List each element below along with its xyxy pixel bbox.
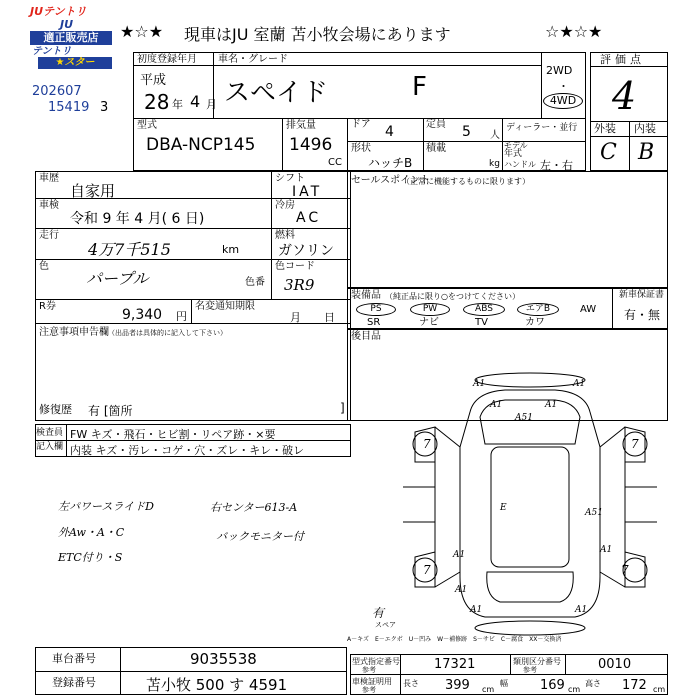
equip-ps: PS bbox=[356, 303, 396, 316]
drive-4wd: 4WD bbox=[543, 93, 583, 109]
equipment-label: 装備品 bbox=[351, 290, 381, 301]
inspector-label-1: 検査員 bbox=[36, 428, 64, 438]
banner-stars-right: ☆★☆★ bbox=[545, 22, 603, 41]
load-label: 積載 bbox=[426, 143, 446, 154]
shift-value: IAT bbox=[292, 184, 323, 200]
note-2: 外Aw・A・C bbox=[58, 526, 125, 539]
height-label: 高さ bbox=[585, 679, 601, 688]
fuel-label: 燃料 bbox=[275, 230, 295, 241]
mark-7: 7 bbox=[423, 563, 431, 577]
mark-a1: A1 bbox=[600, 545, 613, 555]
banner-stars-left: ★☆★ bbox=[120, 22, 164, 41]
mark-a1: A1 bbox=[453, 550, 466, 560]
model-label: 型式 bbox=[137, 120, 157, 131]
class-sub: 参考 bbox=[523, 666, 537, 674]
tax-day: 日 bbox=[324, 311, 335, 324]
length-value: 399 bbox=[445, 678, 470, 693]
equip-leather: カワ bbox=[525, 317, 545, 328]
mark-7: 7 bbox=[423, 437, 431, 451]
car-name: スペイド bbox=[224, 78, 329, 108]
width-unit: cm bbox=[568, 685, 581, 694]
logo-tentori: テントリ bbox=[32, 46, 72, 57]
color-code-value: 3R9 bbox=[284, 276, 315, 294]
spare-mark: 有 bbox=[372, 606, 385, 620]
reg-number: 苫小牧 500 す 4591 bbox=[146, 676, 288, 694]
logo bbox=[30, 5, 118, 67]
rear-item-label: 後目品 bbox=[351, 331, 381, 342]
first-reg-year-unit: 年 bbox=[172, 98, 183, 111]
shape-value: ハッチB bbox=[368, 156, 413, 170]
type-number: 17321 bbox=[434, 657, 476, 672]
yen-label: 円 bbox=[176, 310, 187, 323]
first-reg-month-unit: 月 bbox=[206, 98, 217, 111]
recycle-label: R券 bbox=[39, 301, 56, 312]
ac-label: 冷房 bbox=[275, 200, 295, 211]
repair-label: 修復歴 bbox=[39, 403, 72, 416]
new-car-value: 有・無 bbox=[624, 308, 661, 322]
km-label: km bbox=[222, 243, 240, 256]
usage-label: 車歴 bbox=[39, 173, 59, 184]
equip-tv: TV bbox=[475, 317, 488, 328]
model-value: DBA-NCP145 bbox=[146, 135, 256, 155]
first-reg-year: 28 bbox=[144, 90, 170, 114]
mark-a51: A51 bbox=[585, 508, 603, 518]
mark-a1: A1 bbox=[455, 585, 468, 595]
inspection-label: 車検 bbox=[39, 200, 59, 211]
shape-label: 形状 bbox=[351, 143, 371, 154]
note-5: バックモニター付 bbox=[216, 530, 304, 543]
mark-7: 7 bbox=[621, 563, 629, 577]
recycle-amount: 9,340 bbox=[122, 307, 163, 323]
stock-number-1: 202607 bbox=[32, 84, 82, 99]
drive-2wd: 2WD bbox=[546, 64, 573, 77]
repair-bracket: ] bbox=[340, 401, 345, 415]
capacity-unit: 人 bbox=[490, 130, 500, 141]
color-no-label: 色番 bbox=[245, 277, 265, 288]
mark-a1: A1 bbox=[573, 379, 586, 389]
era: 平成 bbox=[140, 73, 167, 88]
cert-sub: 参考 bbox=[362, 686, 376, 694]
car-grade: F bbox=[412, 72, 427, 102]
model-year-label2: 年式 bbox=[504, 149, 523, 159]
sales-point-label: セールスポイント bbox=[351, 175, 431, 186]
inspector-label-2: 記入欄 bbox=[36, 442, 64, 452]
inspector-interior-line: 内装 キズ・汚レ・コゲ・穴・ズレ・キレ・破レ bbox=[70, 444, 305, 457]
usage-value: 自家用 bbox=[70, 182, 116, 200]
first-reg-month: 4 bbox=[190, 92, 201, 111]
height-value: 172 bbox=[622, 678, 647, 693]
tax-label: 名変通知期限 bbox=[195, 301, 255, 312]
equip-airbag: エアB bbox=[517, 303, 559, 316]
displacement-label: 排気量 bbox=[286, 120, 316, 131]
equipment-sub: （純正品に限り○をつけてください） bbox=[385, 292, 520, 301]
class-label: 類別区分番号 bbox=[513, 657, 561, 666]
door-label: ドア bbox=[351, 119, 371, 130]
width-value: 169 bbox=[540, 678, 565, 693]
inspection-value: 令和 9 年 4 月( 6 日) bbox=[70, 211, 205, 227]
notes-sub: （出品者は具体的に記入して下さい） bbox=[108, 329, 227, 337]
doors-value: 4 bbox=[385, 124, 394, 140]
reg-label: 登録番号 bbox=[52, 676, 96, 689]
sales-point-box bbox=[347, 171, 668, 288]
mileage-value: 4万7千515 bbox=[88, 240, 171, 259]
fuel-value: ガソリン bbox=[278, 243, 334, 259]
equip-pw: PW bbox=[410, 303, 450, 316]
model-year-label: モデル bbox=[504, 141, 528, 150]
exterior-label: 外装 bbox=[594, 122, 616, 135]
ac-value: AC bbox=[296, 210, 322, 226]
equip-aw: AW bbox=[580, 304, 597, 315]
spare-label: スペア bbox=[375, 621, 396, 629]
chassis-label: 車台番号 bbox=[52, 652, 96, 665]
name-label: 車名・グレード bbox=[218, 54, 288, 65]
color-code-label: 色コード bbox=[275, 261, 315, 272]
exterior-score: C bbox=[600, 140, 617, 165]
mark-a1: A1 bbox=[490, 400, 503, 410]
equip-abs: ABS bbox=[463, 303, 505, 316]
length-label: 長さ bbox=[403, 679, 419, 688]
color-label: 色 bbox=[39, 261, 49, 272]
shift-label: シフト bbox=[275, 173, 305, 184]
interior-score: B bbox=[638, 140, 655, 165]
note-4: 右センター613-A bbox=[210, 501, 298, 514]
mark-e: E bbox=[500, 503, 507, 513]
car-damage-diagram bbox=[395, 372, 665, 637]
length-unit: cm bbox=[482, 685, 495, 694]
chassis-number: 9035538 bbox=[190, 650, 257, 668]
kg-label: kg bbox=[489, 159, 500, 169]
capacity-label: 定員 bbox=[426, 119, 446, 130]
inspector-exterior-line: FW キズ・飛石・ヒビ割・リペア跡・×要 bbox=[70, 428, 276, 441]
tax-month: 月 bbox=[290, 311, 301, 324]
type-sub: 参考 bbox=[362, 666, 376, 674]
score-title: 評価点 bbox=[600, 53, 645, 66]
color-value: パープル bbox=[86, 269, 149, 288]
logo-ju: JU bbox=[60, 18, 74, 31]
logo-dealer: 適正販売店 bbox=[30, 31, 112, 45]
repair-value: 有 [箇所 bbox=[88, 404, 133, 418]
sales-point-sub: （正常に機能するものに限ります） bbox=[402, 177, 530, 186]
handle-options: 左・右 bbox=[540, 159, 573, 172]
type-label: 型式指定番号 bbox=[352, 657, 400, 666]
mark-a51: A51 bbox=[515, 413, 533, 423]
drive-dot: ・ bbox=[558, 80, 569, 93]
logo-brand: JUテントリ bbox=[30, 5, 87, 18]
mark-a1: A1 bbox=[575, 605, 588, 615]
cc-label: CC bbox=[328, 157, 342, 168]
capacity-value: 5 bbox=[462, 124, 471, 140]
dealer-label: ディーラー・並行 bbox=[506, 123, 578, 133]
first-reg-label: 初度登録年月 bbox=[137, 54, 197, 65]
displacement-value: 1496 bbox=[289, 135, 333, 155]
note-3: ETC付り・S bbox=[58, 551, 123, 564]
logo-star: ★スター bbox=[38, 57, 112, 69]
equip-navi: ナビ bbox=[419, 317, 439, 328]
notes-label: 注意事項申告欄 bbox=[39, 327, 109, 338]
class-number: 0010 bbox=[598, 657, 632, 672]
mark-a1: A1 bbox=[473, 379, 486, 389]
new-car-label: 新車保証書 bbox=[619, 290, 665, 300]
stock-number-2: 15419 bbox=[48, 100, 90, 115]
score-value: 4 bbox=[612, 74, 637, 118]
mileage-label: 走行 bbox=[39, 230, 59, 241]
damage-legend: A－キズ E－エクボ U－凹み W－補修跡 S－サビ C－腐食 XX－交換済 bbox=[347, 636, 562, 643]
equip-sr: SR bbox=[367, 317, 381, 328]
handle-label: ハンドル bbox=[504, 160, 536, 169]
cert-label: 車検証明用 bbox=[352, 677, 392, 686]
mark-a1: A1 bbox=[545, 400, 558, 410]
banner-text: 現車はJU 室蘭 苫小牧会場にあります bbox=[184, 25, 451, 44]
height-unit: cm bbox=[653, 685, 666, 694]
width-label: 幅 bbox=[500, 679, 508, 688]
mark-7: 7 bbox=[631, 437, 639, 451]
mark-a1: A1 bbox=[470, 605, 483, 615]
note-1: 左パワースライドD bbox=[58, 500, 154, 513]
interior-label: 内装 bbox=[634, 122, 656, 135]
stock-number-suffix: 3 bbox=[100, 100, 109, 115]
